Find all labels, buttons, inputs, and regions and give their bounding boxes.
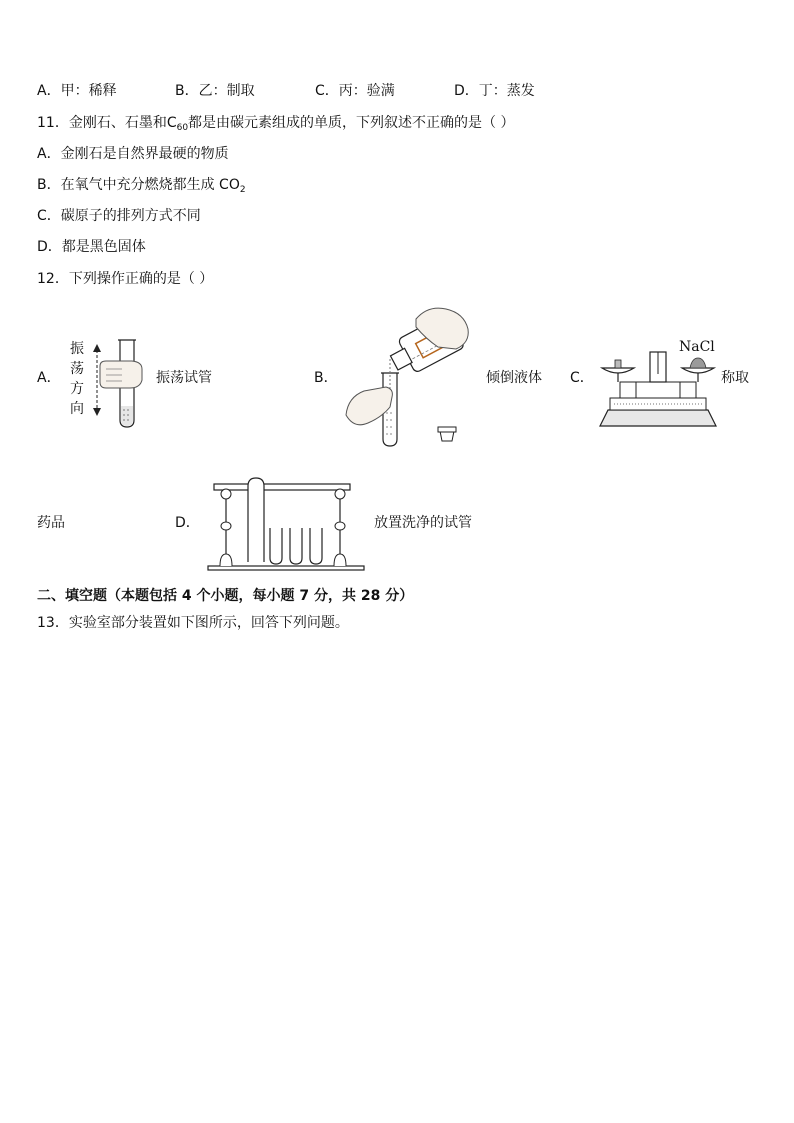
q11-option-c: C．碳原子的排列方式不同 bbox=[37, 208, 201, 224]
pouring-liquid-figure bbox=[342, 303, 472, 449]
upright-test-tube-icon bbox=[270, 528, 322, 564]
q11-stem: 11．金刚石、石墨和$C_{60}$都是由碳元素组成的单质，下列叙述不正确的是（ ） bbox=[37, 115, 515, 133]
q10-option-a: A．甲：稀释 bbox=[37, 83, 117, 99]
section-2-heading: 二、填空题（本题包括 4 个小题，每小题 7 分，共 28 分） bbox=[37, 588, 414, 604]
q10-option-b: B．乙：制取 bbox=[175, 83, 255, 99]
q12-stem: 12．下列操作正确的是（ ） bbox=[37, 271, 214, 287]
weight-icon bbox=[615, 360, 621, 368]
balance-figure bbox=[598, 346, 718, 428]
hand-icon bbox=[100, 361, 142, 388]
nacl-label: NaCl bbox=[679, 339, 715, 355]
q11-option-a: A．金刚石是自然界最硬的物质 bbox=[37, 146, 229, 162]
test-tube-rack-figure bbox=[206, 474, 368, 574]
balance-scale-icon bbox=[600, 352, 716, 426]
q12-option-c-caption-1: 称取 bbox=[721, 370, 749, 386]
bottle-stopper-icon bbox=[438, 427, 456, 441]
arrow-down-icon bbox=[93, 408, 101, 416]
q11-option-b: B．在氧气中充分燃烧都生成 $CO_2$ bbox=[37, 177, 246, 195]
test-tube-rack-icon bbox=[208, 484, 364, 570]
q11-option-b-subscript: 2 bbox=[239, 185, 246, 195]
q12-option-d-caption: 放置洗净的试管 bbox=[374, 515, 472, 531]
q12-option-a-label: A． bbox=[37, 370, 61, 386]
q10-option-d: D．丁：蒸发 bbox=[454, 83, 535, 99]
inverted-test-tube-icon bbox=[248, 478, 264, 562]
q12-option-b-caption: 倾倒液体 bbox=[486, 370, 542, 386]
arrow-up-icon bbox=[93, 344, 101, 352]
salt-pile-icon bbox=[690, 358, 706, 368]
q12-option-a-caption: 振荡试管 bbox=[156, 370, 212, 386]
q11-option-d: D．都是黑色固体 bbox=[37, 239, 146, 255]
shaking-test-tube-figure bbox=[86, 336, 150, 430]
shake-direction-label: 振 荡 方 向 bbox=[70, 341, 84, 417]
q13-stem: 13．实验室部分装置如下图所示，回答下列问题。 bbox=[37, 615, 349, 631]
q10-option-c: C．丙：验满 bbox=[315, 83, 395, 99]
q12-option-b-label: B． bbox=[314, 370, 338, 386]
q11-stem-subscript: 60 bbox=[176, 123, 189, 133]
q12-option-c-caption-2: 药品 bbox=[37, 515, 65, 531]
q12-option-c-label: C． bbox=[570, 370, 594, 386]
q12-option-d-label: D． bbox=[175, 515, 200, 531]
